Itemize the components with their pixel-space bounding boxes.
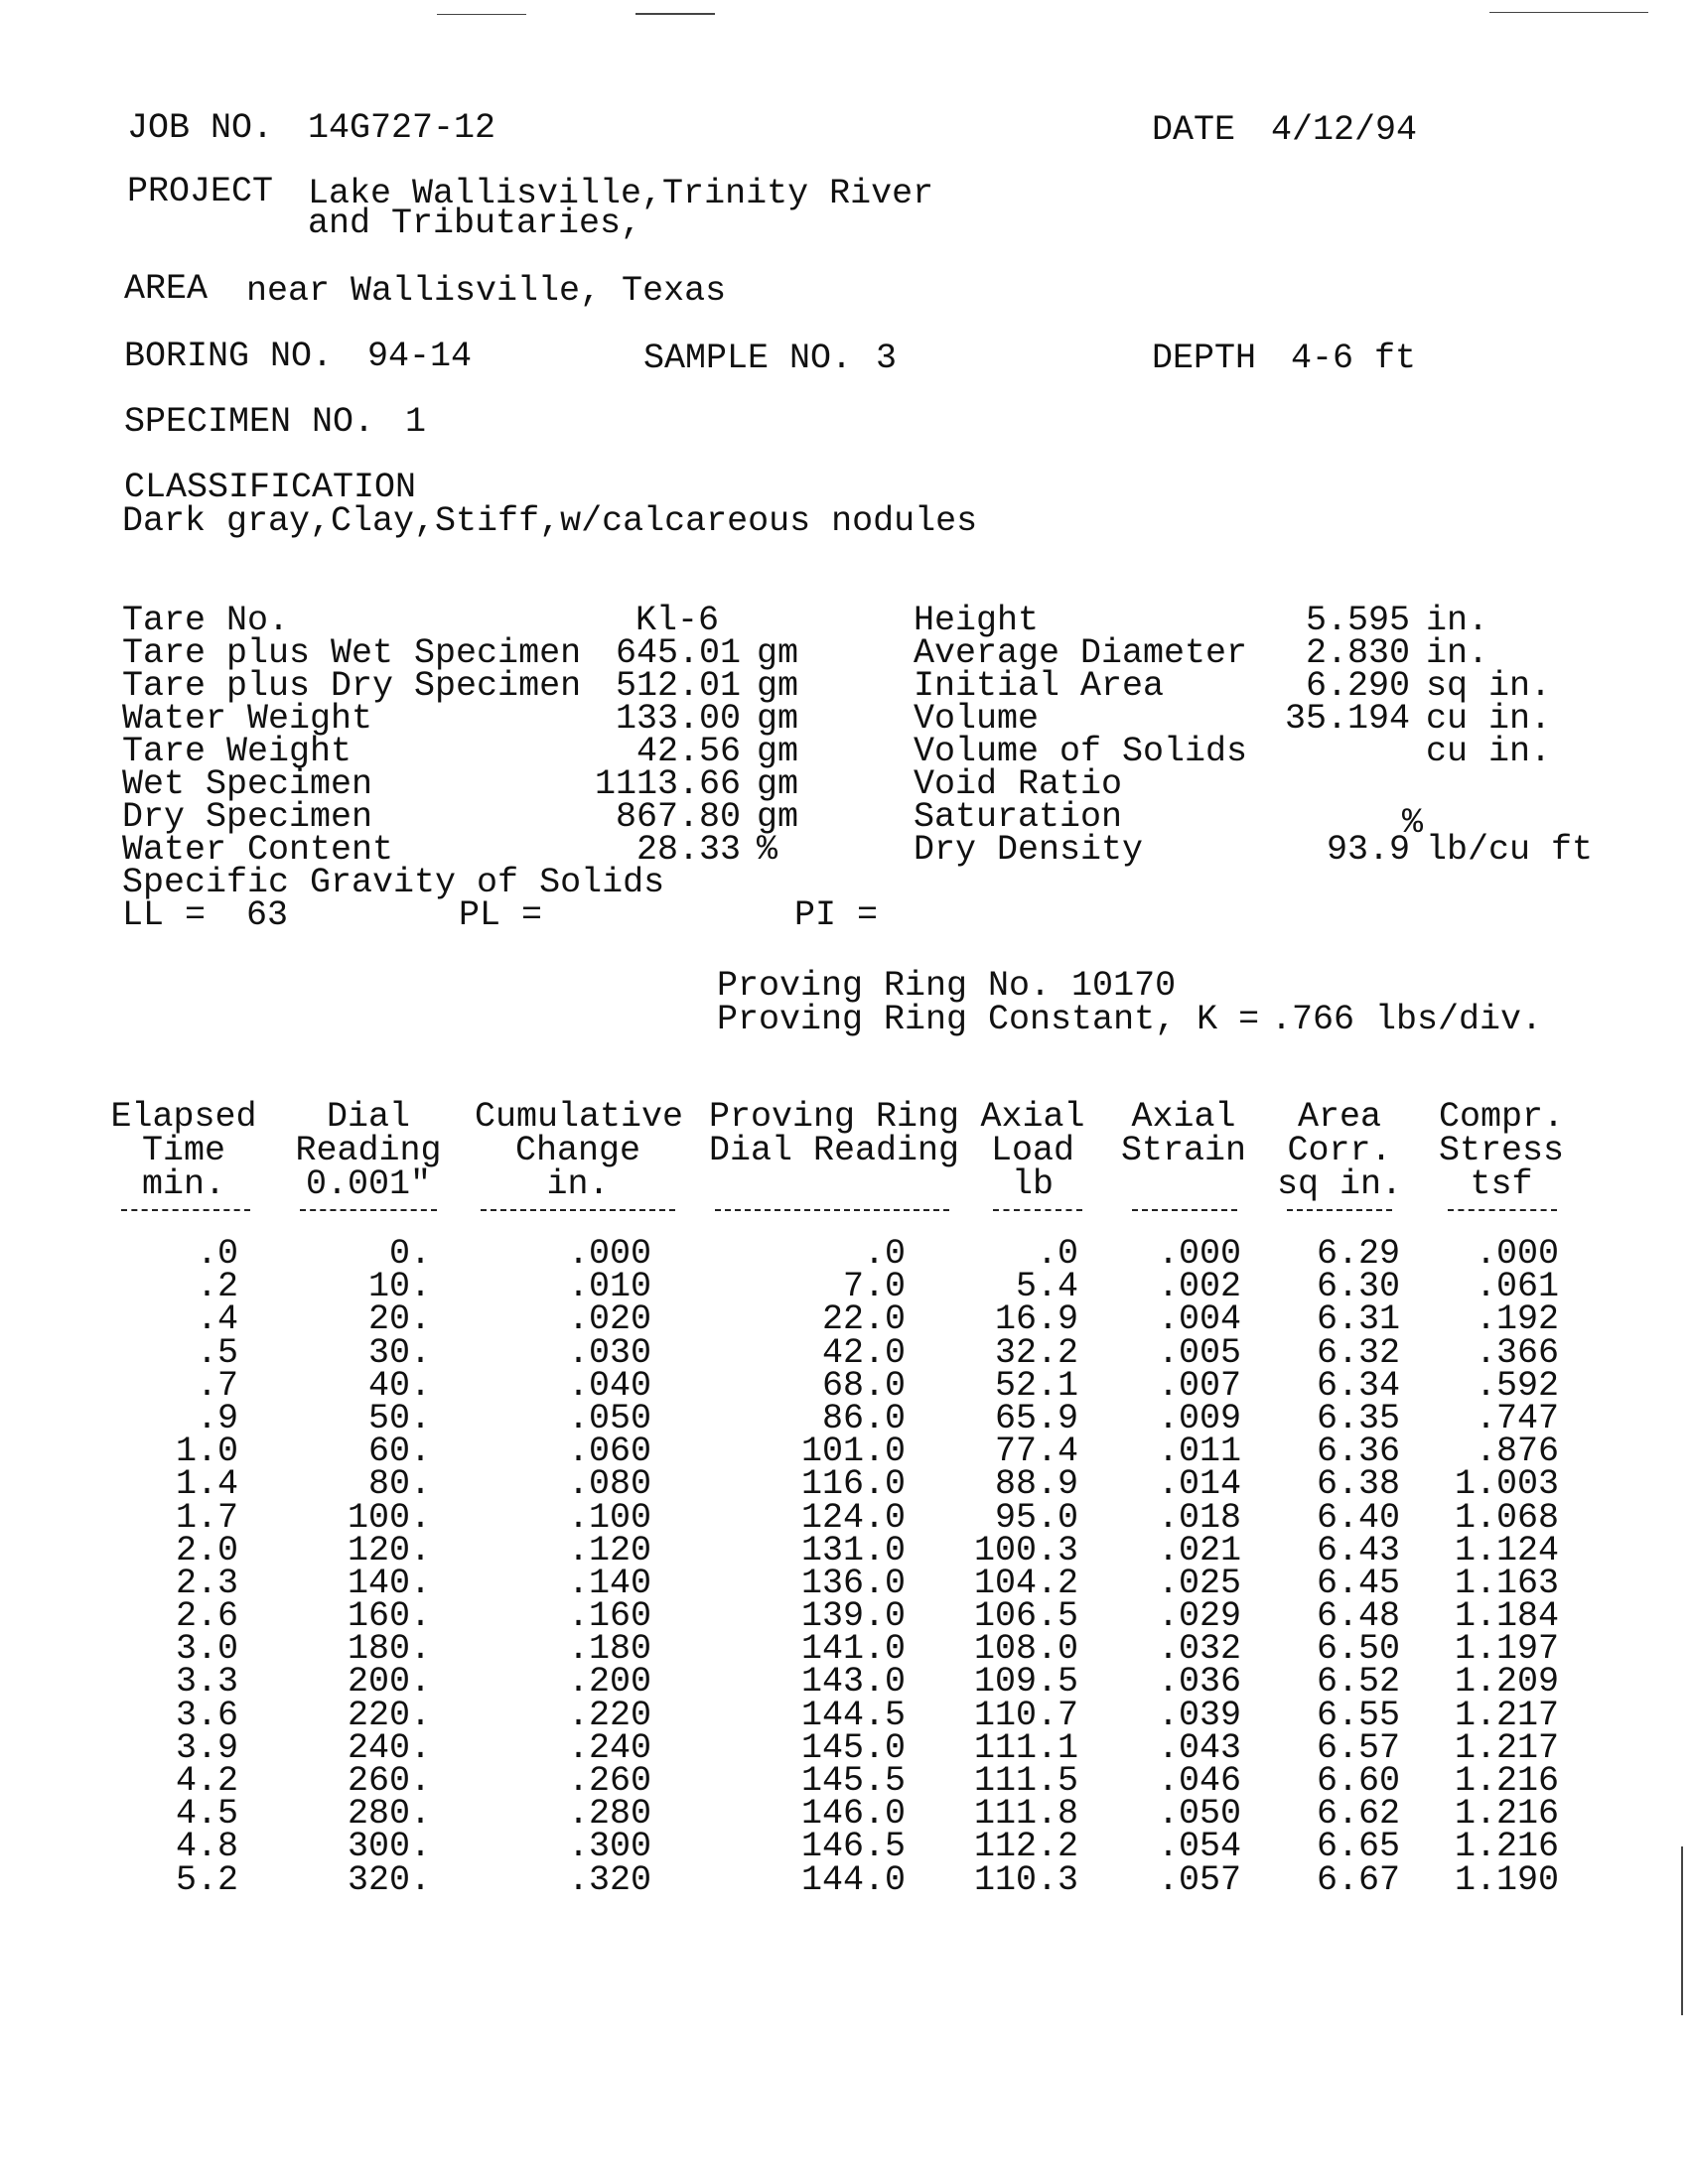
table-cell: 1.0 [175, 1432, 238, 1472]
table-row [0, 1727, 1692, 1768]
table-cell: 116.0 [800, 1464, 906, 1505]
prop-label: Initial Area [914, 666, 1165, 706]
table-cell: .592 [1475, 1365, 1559, 1406]
table-cell: 100.3 [973, 1530, 1078, 1570]
table-cell: 7.0 [842, 1267, 906, 1307]
table-cell: 16.9 [994, 1299, 1078, 1340]
table-cell: 144.0 [800, 1859, 906, 1900]
table-cell: .010 [567, 1267, 651, 1307]
tare-no-value: Kl-6 [635, 601, 720, 640]
table-cell: .004 [1157, 1299, 1241, 1340]
table-cell: 104.2 [973, 1563, 1078, 1603]
table-cell: .036 [1157, 1662, 1241, 1703]
prop-label: Dry Specimen [122, 797, 373, 837]
table-cell: 136.0 [800, 1563, 906, 1603]
table-cell: 6.31 [1316, 1299, 1400, 1340]
column-header: Dial Reading 0.001" [295, 1097, 442, 1204]
table-row [0, 1859, 1692, 1900]
table-cell: 6.29 [1316, 1234, 1400, 1274]
table-cell: 1.216 [1454, 1761, 1559, 1801]
table-cell: 6.50 [1316, 1629, 1400, 1670]
prop-unit: gm [757, 764, 799, 804]
area-value: near Wallisville, Texas [246, 271, 727, 311]
area-label: AREA [124, 269, 209, 309]
table-cell: .260 [567, 1761, 651, 1801]
table-cell: .140 [567, 1563, 651, 1603]
table-cell: 2.6 [175, 1596, 238, 1637]
column-header: Proving Ring Dial Reading [709, 1097, 960, 1170]
prop-label: Tare Weight [122, 732, 352, 771]
table-cell: 50. [367, 1398, 431, 1438]
table-cell: 22.0 [821, 1299, 906, 1340]
table-cell: .0 [1036, 1234, 1078, 1274]
table-cell: .280 [567, 1794, 651, 1835]
table-cell: .080 [567, 1464, 651, 1505]
table-cell: .060 [567, 1432, 651, 1472]
proving-ring-constant-value: .766 lbs/div. [1271, 1000, 1543, 1039]
table-cell: 160. [347, 1596, 431, 1637]
prop-unit: cu in. [1426, 732, 1552, 771]
sample-value: 3 [876, 339, 898, 378]
ll-value: 63 [246, 895, 289, 935]
table-cell: .0 [863, 1234, 906, 1274]
table-cell: 6.48 [1316, 1596, 1400, 1637]
project-line-2: and Tributaries, [308, 204, 642, 243]
table-cell: 5.2 [175, 1859, 238, 1900]
scan-artifact [635, 13, 715, 15]
prop-label: Tare plus Wet Specimen [122, 633, 582, 673]
table-cell: 60. [367, 1432, 431, 1472]
specimen-value: 1 [405, 402, 427, 442]
table-cell: 280. [347, 1794, 431, 1835]
table-cell: .000 [1475, 1234, 1559, 1274]
table-cell: .039 [1157, 1695, 1241, 1735]
table-cell: .025 [1157, 1563, 1241, 1603]
table-cell: 144.5 [800, 1695, 906, 1735]
table-cell: 141.0 [800, 1629, 906, 1670]
table-cell: 6.40 [1316, 1497, 1400, 1538]
classification-label: CLASSIFICATION [124, 468, 417, 507]
table-cell: 1.190 [1454, 1859, 1559, 1900]
table-cell: .7 [196, 1365, 238, 1406]
table-cell: 1.068 [1454, 1497, 1559, 1538]
table-cell: 6.67 [1316, 1859, 1400, 1900]
table-cell: .046 [1157, 1761, 1241, 1801]
scan-artifact [1489, 12, 1648, 13]
table-row [0, 1365, 1692, 1406]
job-number: 14G727-12 [308, 108, 496, 148]
table-row [0, 1629, 1692, 1670]
column-header: Compr. Stress tsf [1438, 1097, 1565, 1204]
table-cell: 106.5 [973, 1596, 1078, 1637]
prop-unit: lb/cu ft [1426, 830, 1594, 870]
prop-label: Volume of Solids [914, 732, 1248, 771]
table-row [0, 1398, 1692, 1438]
table-cell: 1.209 [1454, 1662, 1559, 1703]
table-cell: 20. [367, 1299, 431, 1340]
table-cell: .5 [196, 1332, 238, 1373]
table-cell: .000 [567, 1234, 651, 1274]
prop-value: 645.01 [615, 633, 741, 673]
table-cell: 110.3 [973, 1859, 1078, 1900]
table-cell: 4.2 [175, 1761, 238, 1801]
prop-unit: % [1402, 803, 1424, 843]
table-cell: .180 [567, 1629, 651, 1670]
project-line-1: Lake Wallisville,Trinity River [308, 174, 934, 213]
table-cell: 300. [347, 1827, 431, 1867]
prop-unit: sq in. [1426, 666, 1552, 706]
table-cell: 6.34 [1316, 1365, 1400, 1406]
table-row [0, 1234, 1692, 1274]
table-row [0, 1530, 1692, 1570]
table-cell: .014 [1157, 1464, 1241, 1505]
table-cell: .747 [1475, 1398, 1559, 1438]
column-header: Axial Load lb [980, 1097, 1085, 1204]
prop-label: Water Weight [122, 699, 373, 739]
table-cell: .320 [567, 1859, 651, 1900]
table-cell: 1.124 [1454, 1530, 1559, 1570]
table-cell: 111.5 [973, 1761, 1078, 1801]
table-cell: .011 [1157, 1432, 1241, 1472]
table-cell: 6.55 [1316, 1695, 1400, 1735]
table-row [0, 1596, 1692, 1637]
table-cell: .032 [1157, 1629, 1241, 1670]
table-cell: 100. [347, 1497, 431, 1538]
prop-unit: % [757, 830, 778, 870]
table-cell: 3.9 [175, 1727, 238, 1768]
table-cell: 111.1 [973, 1727, 1078, 1768]
prop-unit: in. [1426, 633, 1489, 673]
header-underline [1287, 1209, 1392, 1211]
table-cell: .160 [567, 1596, 651, 1637]
table-cell: .876 [1475, 1432, 1559, 1472]
table-cell: 6.43 [1316, 1530, 1400, 1570]
header-underline [481, 1209, 675, 1211]
table-cell: .240 [567, 1727, 651, 1768]
table-row [0, 1662, 1692, 1703]
prop-label: Tare plus Dry Specimen [122, 666, 582, 706]
table-cell: 101.0 [800, 1432, 906, 1472]
boring-label: BORING NO. [124, 337, 334, 376]
table-cell: 1.184 [1454, 1596, 1559, 1637]
pl-label: PL = [459, 895, 543, 935]
pi-label: PI = [794, 895, 879, 935]
table-cell: .002 [1157, 1267, 1241, 1307]
depth-value: 4-6 ft [1291, 339, 1417, 378]
table-cell: 4.8 [175, 1827, 238, 1867]
table-cell: 109.5 [973, 1662, 1078, 1703]
column-header: Cumulative Change in. [475, 1097, 684, 1204]
prop-value: 2.830 [1305, 633, 1410, 673]
table-cell: 3.0 [175, 1629, 238, 1670]
prop-label: Water Content [122, 830, 394, 870]
table-cell: 0. [388, 1234, 431, 1274]
table-cell: .100 [567, 1497, 651, 1538]
table-cell: .000 [1157, 1234, 1241, 1274]
table-cell: 145.0 [800, 1727, 906, 1768]
scan-artifact [437, 14, 526, 15]
table-cell: 6.35 [1316, 1398, 1400, 1438]
table-row [0, 1332, 1692, 1373]
specimen-label: SPECIMEN NO. [124, 402, 375, 442]
table-cell: 30. [367, 1332, 431, 1373]
prop-unit: in. [1426, 601, 1489, 640]
table-cell: 77.4 [994, 1432, 1078, 1472]
table-cell: .050 [567, 1398, 651, 1438]
prop-unit: gm [757, 699, 799, 739]
table-row [0, 1432, 1692, 1472]
proving-ring-number: Proving Ring No. 10170 [717, 966, 1177, 1006]
table-cell: 146.0 [800, 1794, 906, 1835]
table-cell: .018 [1157, 1497, 1241, 1538]
prop-label: Volume [914, 699, 1040, 739]
table-cell: 108.0 [973, 1629, 1078, 1670]
table-row [0, 1299, 1692, 1340]
header-underline [715, 1209, 949, 1211]
table-cell: .040 [567, 1365, 651, 1406]
depth-label: DEPTH [1152, 339, 1257, 378]
table-cell: .4 [196, 1299, 238, 1340]
table-cell: 68.0 [821, 1365, 906, 1406]
table-cell: .192 [1475, 1299, 1559, 1340]
table-cell: 6.57 [1316, 1727, 1400, 1768]
table-cell: 1.163 [1454, 1563, 1559, 1603]
table-cell: 32.2 [994, 1332, 1078, 1373]
table-cell: 120. [347, 1530, 431, 1570]
table-cell: 1.217 [1454, 1695, 1559, 1735]
prop-value: 1113.66 [594, 764, 741, 804]
date-value: 4/12/94 [1271, 110, 1418, 150]
prop-label: Saturation [914, 797, 1123, 837]
prop-label: Average Diameter [914, 633, 1248, 673]
table-cell: 6.32 [1316, 1332, 1400, 1373]
prop-label: Void Ratio [914, 764, 1123, 804]
table-cell: 10. [367, 1267, 431, 1307]
table-row [0, 1563, 1692, 1603]
table-cell: .005 [1157, 1332, 1241, 1373]
table-cell: .366 [1475, 1332, 1559, 1373]
prop-unit: gm [757, 666, 799, 706]
table-cell: 6.36 [1316, 1432, 1400, 1472]
proving-ring-constant-label: Proving Ring Constant, K = [717, 1000, 1260, 1039]
table-row [0, 1267, 1692, 1307]
prop-value: 42.56 [635, 732, 741, 771]
prop-value: 28.33 [635, 830, 741, 870]
table-cell: 80. [367, 1464, 431, 1505]
prop-value: 133.00 [615, 699, 741, 739]
table-cell: 220. [347, 1695, 431, 1735]
classification-value: Dark gray,Clay,Stiff,w/calcareous nodules [122, 501, 978, 541]
header-underline [1132, 1209, 1237, 1211]
table-cell: 1.197 [1454, 1629, 1559, 1670]
table-cell: 1.216 [1454, 1827, 1559, 1867]
table-cell: 320. [347, 1859, 431, 1900]
prop-value: 93.9 [1326, 830, 1410, 870]
prop-label: Height [914, 601, 1040, 640]
table-cell: .020 [567, 1299, 651, 1340]
prop-value: 6.290 [1305, 666, 1410, 706]
table-cell: 240. [347, 1727, 431, 1768]
table-cell: 3.6 [175, 1695, 238, 1735]
table-cell: 42.0 [821, 1332, 906, 1373]
prop-label: Wet Specimen [122, 764, 373, 804]
table-cell: 86.0 [821, 1398, 906, 1438]
table-row [0, 1761, 1692, 1801]
table-cell: 1.003 [1454, 1464, 1559, 1505]
table-cell: 180. [347, 1629, 431, 1670]
ll-label: LL = [122, 895, 207, 935]
header-underline [993, 1209, 1082, 1211]
table-cell: 140. [347, 1563, 431, 1603]
table-cell: .057 [1157, 1859, 1241, 1900]
prop-value: 512.01 [615, 666, 741, 706]
table-row [0, 1695, 1692, 1735]
table-cell: .030 [567, 1332, 651, 1373]
table-cell: 6.62 [1316, 1794, 1400, 1835]
table-body [0, 1234, 1692, 1900]
table-cell: 6.38 [1316, 1464, 1400, 1505]
table-cell: 139.0 [800, 1596, 906, 1637]
table-cell: .061 [1475, 1267, 1559, 1307]
table-row [0, 1464, 1692, 1505]
table-cell: .021 [1157, 1530, 1241, 1570]
date-label: DATE [1152, 110, 1236, 150]
table-cell: 1.217 [1454, 1727, 1559, 1768]
table-cell: .0 [196, 1234, 238, 1274]
table-cell: 6.52 [1316, 1662, 1400, 1703]
table-cell: 6.30 [1316, 1267, 1400, 1307]
table-cell: .300 [567, 1827, 651, 1867]
prop-unit: gm [757, 732, 799, 771]
table-cell: 65.9 [994, 1398, 1078, 1438]
table-cell: .120 [567, 1530, 651, 1570]
table-cell: 3.3 [175, 1662, 238, 1703]
table-row [0, 1827, 1692, 1867]
table-cell: 111.8 [973, 1794, 1078, 1835]
table-cell: 1.216 [1454, 1794, 1559, 1835]
prop-unit: gm [757, 797, 799, 837]
prop-value: 5.595 [1305, 601, 1410, 640]
table-cell: 146.5 [800, 1827, 906, 1867]
table-cell: 6.65 [1316, 1827, 1400, 1867]
table-cell: 143.0 [800, 1662, 906, 1703]
column-header: Axial Strain [1120, 1097, 1247, 1170]
table-cell: 6.60 [1316, 1761, 1400, 1801]
project-label: PROJECT [127, 172, 274, 211]
table-row [0, 1497, 1692, 1538]
tare-no-label: Tare No. [122, 601, 290, 640]
table-cell: 95.0 [994, 1497, 1078, 1538]
table-cell: 112.2 [973, 1827, 1078, 1867]
table-cell: 52.1 [994, 1365, 1078, 1406]
table-cell: 40. [367, 1365, 431, 1406]
column-header: Elapsed Time min. [110, 1097, 257, 1204]
table-cell: 131.0 [800, 1530, 906, 1570]
table-cell: 2.0 [175, 1530, 238, 1570]
table-cell: .007 [1157, 1365, 1241, 1406]
table-cell: 260. [347, 1761, 431, 1801]
table-cell: 2.3 [175, 1563, 238, 1603]
table-cell: 5.4 [1015, 1267, 1078, 1307]
table-cell: 110.7 [973, 1695, 1078, 1735]
prop-unit: gm [757, 633, 799, 673]
column-header: Area Corr. sq in. [1276, 1097, 1403, 1204]
header-underline [300, 1209, 437, 1211]
table-cell: 4.5 [175, 1794, 238, 1835]
table-cell: .009 [1157, 1398, 1241, 1438]
header-underline [121, 1209, 250, 1211]
table-cell: .200 [567, 1662, 651, 1703]
prop-unit: cu in. [1426, 699, 1552, 739]
table-cell: .220 [567, 1695, 651, 1735]
table-cell: .050 [1157, 1794, 1241, 1835]
table-cell: 145.5 [800, 1761, 906, 1801]
table-cell: .2 [196, 1267, 238, 1307]
job-label: JOB NO. [127, 108, 274, 148]
table-cell: 200. [347, 1662, 431, 1703]
sample-label: SAMPLE NO. [643, 339, 853, 378]
table-cell: .043 [1157, 1727, 1241, 1768]
prop-label: Specific Gravity of Solids [122, 863, 665, 902]
table-row [0, 1794, 1692, 1835]
table-cell: .9 [196, 1398, 238, 1438]
table-cell: 88.9 [994, 1464, 1078, 1505]
table-cell: 6.45 [1316, 1563, 1400, 1603]
prop-value: 35.194 [1284, 699, 1410, 739]
table-cell: 124.0 [800, 1497, 906, 1538]
table-cell: 1.4 [175, 1464, 238, 1505]
boring-value: 94-14 [367, 337, 473, 376]
prop-value: 867.80 [615, 797, 741, 837]
table-cell: .029 [1157, 1596, 1241, 1637]
table-cell: .054 [1157, 1827, 1241, 1867]
header-underline [1448, 1209, 1557, 1211]
prop-label: Dry Density [914, 830, 1144, 870]
table-cell: 1.7 [175, 1497, 238, 1538]
